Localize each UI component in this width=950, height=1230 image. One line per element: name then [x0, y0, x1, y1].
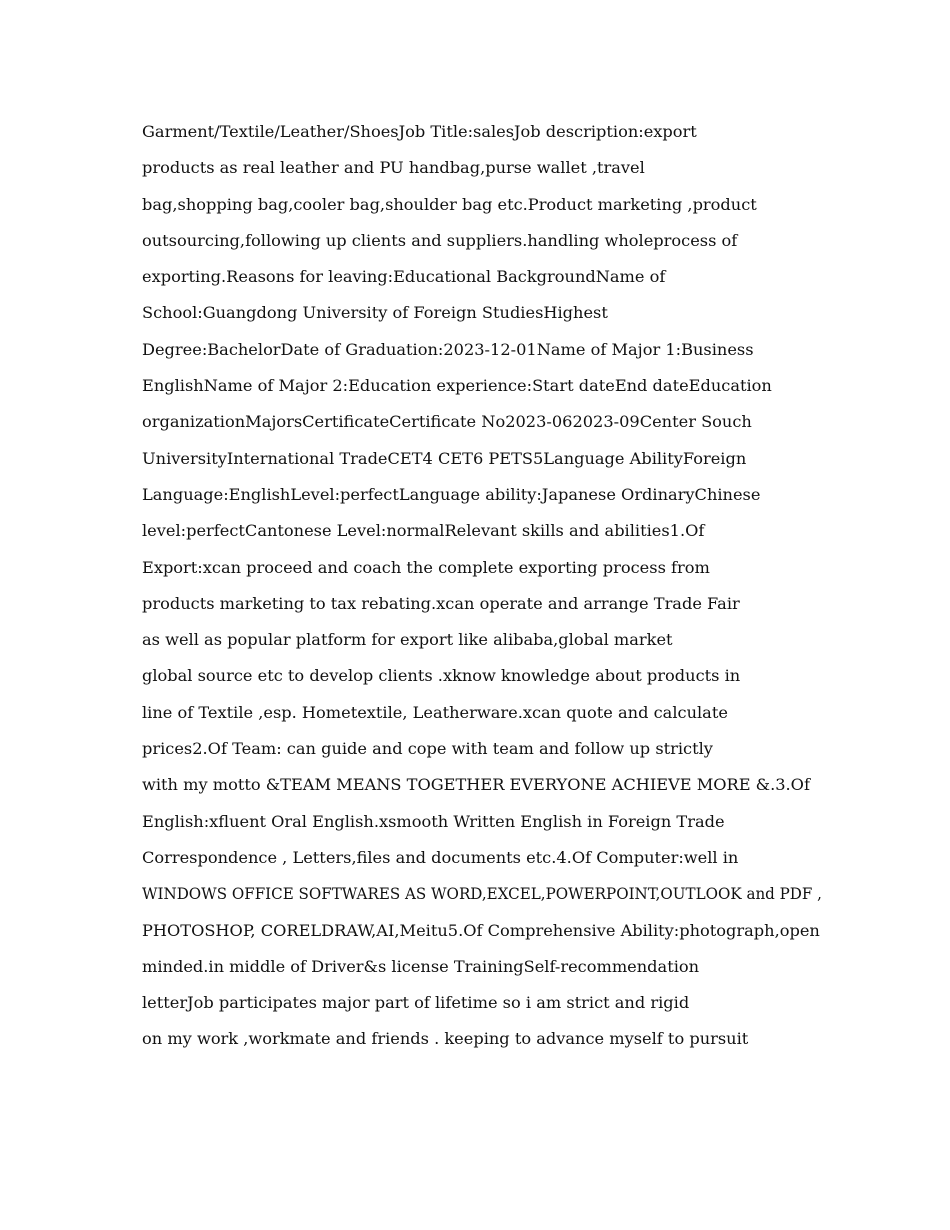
text-line: outsourcing,following up clients and suppliers.handling wholeprocess of — [142, 230, 738, 250]
text-line: on my work ,workmate and friends . keeping to advance myself to pursuit — [142, 1029, 749, 1049]
text-line: prices2.Of Team: can guide and cope with team and follow up strictly — [142, 739, 713, 759]
text-line: WINDOWS OFFICE SOFTWARES AS WORD,EXCEL,POWERPOINT,OUTLOOK and PDF , — [142, 884, 822, 904]
text-line: Export:xcan proceed and coach the complete exporting process from — [142, 557, 710, 577]
text-line: as well as popular platform for export like alibaba,global market — [142, 630, 673, 650]
resume-body-text — [142, 118, 822, 1062]
text-line: products marketing to tax rebating.xcan operate and arrange Trade Fair — [142, 593, 740, 613]
text-line: bag,shopping bag,cooler bag,shoulder bag etc.Product marketing ,product — [142, 194, 757, 214]
text-line: School:Guangdong University of Foreign StudiesHighest — [142, 303, 608, 323]
text-line: Language:EnglishLevel:perfectLanguage ability:Japanese OrdinaryChinese — [142, 484, 761, 504]
text-line: products as real leather and PU handbag,purse wallet ,travel — [142, 158, 645, 178]
text-line: English:xfluent Oral English.xsmooth Written English in Foreign Trade — [142, 811, 725, 831]
text-line: Correspondence , Letters,files and documents etc.4.Of Computer:well in — [142, 847, 739, 867]
text-line: global source etc to develop clients .xknow knowledge about products in — [142, 666, 741, 686]
text-line: PHOTOSHOP, CORELDRAW,AI,Meitu5.Of Comprehensive Ability:photograph,open — [142, 920, 820, 940]
text-line: level:perfectCantonese Level:normalRelevant skills and abilities1.Of — [142, 521, 705, 541]
text-line: line of Textile ,esp. Hometextile, Leatherware.xcan quote and calculate — [142, 702, 728, 722]
text-line: UniversityInternational TradeCET4 CET6 PETS5Language AbilityForeign — [142, 448, 747, 468]
text-line: organizationMajorsCertificateCertificate No2023-062023-09Center Souch — [142, 412, 752, 432]
text-line: exporting.Reasons for leaving:Educational BackgroundName of — [142, 267, 666, 287]
text-line: with my motto &TEAM MEANS TOGETHER EVERYONE ACHIEVE MORE &.3.Of — [142, 775, 810, 795]
text-line: Garment/Textile/Leather/ShoesJob Title:salesJob description:export — [142, 122, 697, 141]
text-line: EnglishName of Major 2:Education experience:Start dateEnd dateEducation — [142, 376, 772, 396]
text-line: minded.in middle of Driver&s license TrainingSelf-recommendation — [142, 956, 700, 976]
text-line: letterJob participates major part of lifetime so i am strict and rigid — [142, 993, 690, 1013]
text-line: Degree:BachelorDate of Graduation:2023-12-01Name of Major 1:Business — [142, 339, 754, 359]
